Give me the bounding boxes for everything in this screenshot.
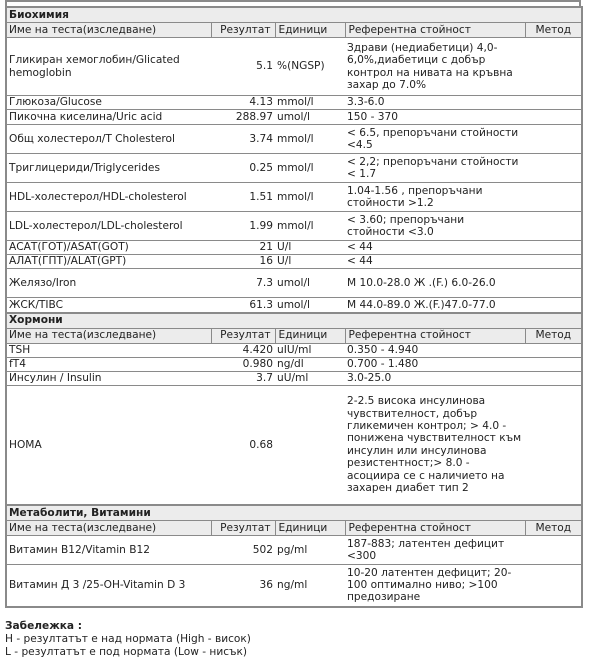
cell-name: Пикочна киселина/Uric acid — [6, 110, 211, 125]
cell-method — [525, 536, 582, 565]
column-header-result: Резултат — [211, 521, 275, 536]
column-header-name: Име на теста(изследване) — [6, 521, 211, 536]
cell-units: pg/ml — [275, 536, 345, 565]
cell-result: 61.3 — [249, 298, 273, 311]
cell-units: %(NGSP) — [275, 38, 345, 96]
cell-units: U/l — [275, 241, 345, 255]
cell-units: umol/l — [275, 110, 345, 125]
table-row — [6, 269, 582, 298]
column-header-row — [6, 328, 582, 343]
note-line-low: L - резултатът е под нормата (Low - нисък) — [5, 646, 248, 658]
cell-method — [525, 255, 582, 269]
cell-units: mmol/l — [275, 183, 345, 212]
cell-reference: 150 - 370 — [345, 110, 525, 125]
cell-name: Глюкоза/Glucose — [6, 96, 211, 110]
table-row — [6, 212, 582, 241]
cell-method — [525, 371, 582, 385]
section-1 — [5, 314, 583, 507]
cell-reference: 0.350 - 4.940 — [345, 343, 525, 357]
cell-units: mmol/l — [275, 125, 345, 154]
section-title: Хормони — [6, 314, 582, 329]
table-row — [6, 565, 582, 607]
cell-result: 1.51 — [211, 183, 275, 212]
table-row — [6, 255, 582, 269]
cell-method — [525, 385, 582, 505]
cell-method — [525, 183, 582, 212]
cell-name: Желязо/Iron — [6, 269, 211, 298]
cell-name: TSH — [6, 343, 211, 357]
cell-method — [525, 125, 582, 154]
cell-method — [525, 343, 582, 357]
cell-reference: 3.3-6.0 — [345, 96, 525, 110]
sections-container — [5, 6, 581, 608]
cell-units — [275, 385, 345, 505]
column-header-result: Резултат — [211, 328, 275, 343]
cell-reference: 3.0-25.0 — [345, 371, 525, 385]
column-header-method: Метод — [525, 521, 582, 536]
cell-result: 0.980 — [211, 357, 275, 371]
table-row — [6, 154, 582, 183]
cell-reference: < 44 — [345, 241, 525, 255]
cell-reference: Здрави (недиабетици) 4,0-6,0%,диабетици с добър контрол на нивата на кръвна захар до 7.0% — [345, 38, 525, 96]
cell-method — [525, 96, 582, 110]
cell-result: 502 — [211, 536, 275, 565]
cell-result: 7.3 — [211, 269, 275, 298]
cell-reference: 1.04-1.56 , препоръчани стойности >1.2 — [345, 183, 525, 212]
table-row — [6, 385, 582, 505]
cell-method — [525, 357, 582, 371]
table-row — [6, 357, 582, 371]
cell-name: Триглицериди/Triglycerides — [6, 154, 211, 183]
cell-result: 16 — [211, 255, 275, 269]
cell-units: umol/l — [275, 269, 345, 298]
cell-method — [525, 298, 582, 313]
cell-units: mmol/l — [275, 212, 345, 241]
column-header-name: Име на теста(изследване) — [6, 328, 211, 343]
cell-reference: 10-20 латентен дефицит; 20-100 оптимално ниво; >100 предозиране — [347, 566, 512, 604]
cell-result: 3.74 — [211, 125, 275, 154]
section-2 — [5, 506, 583, 608]
cell-reference: 187-883; латентен дефицит <300 — [345, 536, 525, 565]
table-row — [6, 96, 582, 110]
cell-name: LDL-холестерол/LDL-cholesterol — [6, 212, 211, 241]
cell-name: Витамин B12/Vitamin B12 — [6, 536, 211, 565]
cell-result: 4.13 — [211, 96, 275, 110]
cell-result: 36 — [259, 579, 273, 592]
column-header-reference: Референтна стойност — [345, 23, 525, 38]
cell-units: U/l — [275, 255, 345, 269]
section-0 — [5, 6, 583, 314]
cell-name: АСАТ(ГОТ)/ASAT(GOT) — [6, 241, 211, 255]
cell-method — [525, 212, 582, 241]
table-row — [6, 343, 582, 357]
cell-reference: < 6.5, препоръчани стойности <4.5 — [345, 125, 525, 154]
cell-name: HOMA — [9, 438, 42, 451]
cell-units: uIU/ml — [275, 343, 345, 357]
cell-reference: < 2,2; препоръчани стойности < 1.7 — [345, 154, 525, 183]
column-header-reference: Референтна стойност — [345, 328, 525, 343]
cell-reference: < 3.60; препоръчани стойности <3.0 — [345, 212, 525, 241]
cell-method — [525, 241, 582, 255]
cell-result: 1.99 — [211, 212, 275, 241]
cell-result: 4.420 — [211, 343, 275, 357]
column-header-units: Единици — [275, 23, 345, 38]
section-title: Биохимия — [6, 7, 582, 23]
cell-name: Гликиран хемоглобин/Glicated hemoglobin — [6, 38, 211, 96]
section-title: Метаболити, Витамини — [6, 506, 582, 521]
note-title: Забележка : — [5, 620, 83, 632]
cell-method — [525, 38, 582, 96]
table-row — [6, 183, 582, 212]
cell-reference: 2-2.5 висока инсулинова чувствителност, добър гликемичен контрол; > 4.0 - понижена чувствителност към инсулин или инсулинова резистентност;> 8.0 - асоциира се с наличието на захарен диабет тип 2 — [347, 395, 522, 494]
column-header-units: Единици — [275, 328, 345, 343]
note — [5, 620, 251, 659]
column-header-result: Резултат — [211, 23, 275, 38]
cell-result: 3.7 — [211, 371, 275, 385]
cell-units: umol/l — [277, 298, 310, 311]
cell-name: HDL-холестерол/HDL-cholesterol — [6, 183, 211, 212]
cell-reference: М 44.0-89.0 Ж.(F.)47.0-77.0 — [347, 298, 496, 311]
cell-reference: 0.700 - 1.480 — [345, 357, 525, 371]
cell-result: 288.97 — [211, 110, 275, 125]
cell-name: fT4 — [6, 357, 211, 371]
table-row — [6, 371, 582, 385]
cell-units: uU/ml — [275, 371, 345, 385]
note-line-high: H - резултатът е над нормата (High - висок) — [5, 633, 251, 645]
cell-result: 0.25 — [211, 154, 275, 183]
column-header-units: Единици — [275, 521, 345, 536]
lab-results — [5, 0, 581, 608]
table-row — [6, 38, 582, 96]
table-row — [6, 125, 582, 154]
cell-units: mmol/l — [275, 96, 345, 110]
cell-name: АЛАТ(ГПТ)/ALAT(GPT) — [6, 255, 211, 269]
cell-reference: М 10.0-28.0 Ж .(F.) 6.0-26.0 — [345, 269, 525, 298]
column-header-method: Метод — [525, 328, 582, 343]
column-header-row — [6, 23, 582, 38]
cell-name: Общ холестерол/T Cholesterol — [6, 125, 211, 154]
column-header-name: Име на теста(изследване) — [6, 23, 211, 38]
table-row — [6, 536, 582, 565]
cell-result: 0.68 — [249, 438, 273, 451]
cell-method — [525, 154, 582, 183]
cell-units: mmol/l — [275, 154, 345, 183]
column-header-row — [6, 521, 582, 536]
cell-method — [525, 565, 582, 607]
cell-name: Витамин Д 3 /25-OH-Vitamin D 3 — [9, 579, 186, 592]
cell-reference: < 44 — [345, 255, 525, 269]
column-header-method: Метод — [525, 23, 582, 38]
cell-method — [525, 269, 582, 298]
cell-units: ng/dl — [275, 357, 345, 371]
cell-method — [525, 110, 582, 125]
cell-name: Инсулин / Insulin — [6, 371, 211, 385]
table-row — [6, 110, 582, 125]
column-header-reference: Референтна стойност — [345, 521, 525, 536]
cell-units: ng/ml — [277, 579, 308, 592]
cell-name: ЖСК/TIBC — [9, 298, 63, 311]
cell-result: 21 — [211, 241, 275, 255]
cell-result: 5.1 — [211, 38, 275, 96]
table-row — [6, 298, 582, 313]
table-row — [6, 241, 582, 255]
